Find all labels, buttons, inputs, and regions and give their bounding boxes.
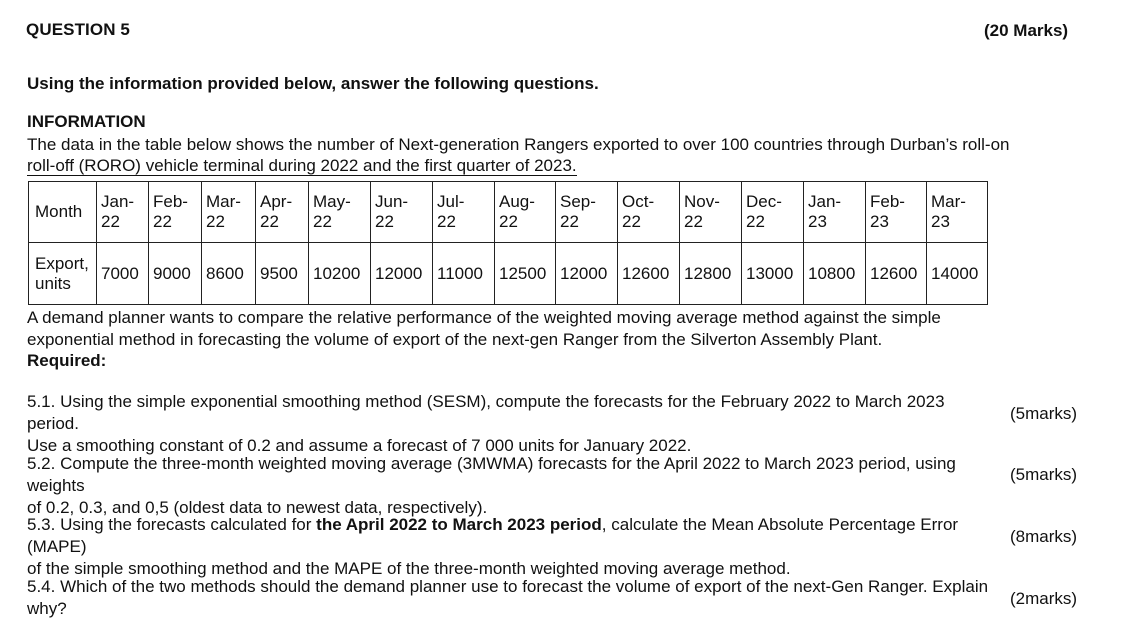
context-paragraph (27, 307, 1017, 351)
month-cell: May- 22 (309, 182, 371, 243)
task-5-2: 5.2. Compute the three-month weighted moving average (3MWMA) forecasts for the April 2022 to March 2023 period, using weights of 0.2, 0.3, and 0,5 (oldest data to newest data, respectively). (27, 454, 956, 517)
month-cell: Jan- 22 (97, 182, 149, 243)
export-cell: 12800 (680, 243, 742, 305)
export-table (28, 181, 988, 305)
task-5-3: 5.3. Using the forecasts calculated for the April 2022 to March 2023 period, calculate the Mean Absolute Percentage Error (MAPE) of the simple smoothing method and the MAPE of the three-month weighted moving average method. (27, 515, 959, 578)
question-title: QUESTION 5 (26, 20, 130, 39)
month-cell: Oct- 22 (618, 182, 680, 243)
month-cell: Mar- 22 (202, 182, 256, 243)
export-cell: 12000 (371, 243, 433, 305)
month-cell: Feb- 22 (149, 182, 202, 243)
task-5-2-marks: (5marks) (1010, 465, 1078, 484)
task-5-1: 5.1. Using the simple exponential smoothing method (SESM), compute the forecasts for the February 2022 to March 2023 period. Use a smoothing constant of 0.2 and assume a forecast of 7 000 units for January 2022. (27, 392, 945, 455)
export-cell: 14000 (927, 243, 988, 305)
export-cell: 9000 (149, 243, 202, 305)
export-cell: 12000 (556, 243, 618, 305)
month-cell: Jan- 23 (804, 182, 866, 243)
intro-instruction: Using the information provided below, answer the following questions. (27, 74, 599, 93)
information-heading: INFORMATION (27, 112, 146, 131)
task-5-3-marks: (8marks) (1010, 527, 1078, 546)
export-cell: 7000 (97, 243, 149, 305)
month-cell: Nov- 22 (680, 182, 742, 243)
month-cell: Jul- 22 (433, 182, 495, 243)
month-cell: Apr- 22 (256, 182, 309, 243)
table-row-month (29, 182, 988, 243)
month-cell: Aug- 22 (495, 182, 556, 243)
month-cell: Feb- 23 (866, 182, 927, 243)
information-text (27, 134, 1017, 176)
export-cell: 10200 (309, 243, 371, 305)
export-cell: 12500 (495, 243, 556, 305)
information-line-2: roll-off (RORO) vehicle terminal during 2022 and the first quarter of 2023. (27, 156, 577, 175)
context-line-1: A demand planner wants to compare the relative performance of the weighted moving average method against the simple (27, 308, 941, 327)
context-line-2: exponential method in forecasting the volume of export of the next-gen Ranger from the Silverton Assembly Plant. (27, 330, 883, 349)
export-cell: 13000 (742, 243, 804, 305)
required-label: Required: (27, 351, 107, 370)
month-cell: Jun- 22 (371, 182, 433, 243)
export-cell: 12600 (618, 243, 680, 305)
export-cell: 11000 (433, 243, 495, 305)
export-cell: 10800 (804, 243, 866, 305)
information-line-1: The data in the table below shows the number of Next-generation Rangers exported to over 100 countries through Durban’s roll-on (27, 135, 1010, 154)
export-cell: 8600 (202, 243, 256, 305)
task-5-4-marks: (2marks) (1010, 589, 1078, 608)
total-marks: (20 Marks) (984, 21, 1069, 40)
month-cell: Mar- 23 (927, 182, 988, 243)
task-5-4: 5.4. Which of the two methods should the demand planner use to forecast the volume of export of the next-Gen Ranger. Explain why? (27, 577, 989, 618)
row-label-export: Export, units (29, 243, 97, 305)
task-5-1-marks: (5marks) (1010, 404, 1078, 423)
export-cell: 9500 (256, 243, 309, 305)
month-cell: Dec- 22 (742, 182, 804, 243)
table-row-export (29, 243, 988, 305)
export-cell: 12600 (866, 243, 927, 305)
month-cell: Sep- 22 (556, 182, 618, 243)
row-label-month: Month (29, 182, 97, 243)
